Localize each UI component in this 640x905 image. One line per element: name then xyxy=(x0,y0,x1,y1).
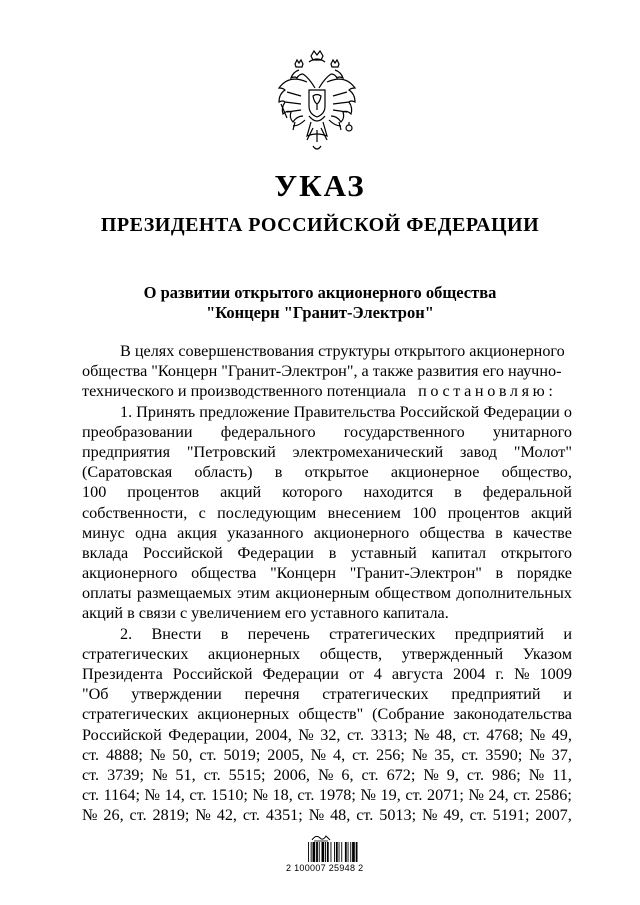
subject-line-2: "Концерн "Гранит-Электрон" xyxy=(206,303,434,322)
paragraph-line: "Об утверждении перечня стратегических предприятий и xyxy=(82,685,572,704)
paragraph-line: ст. 1164; № 14, ст. 1510; № 18, ст. 1978; № 19, ст. 2071; № 24, ст. 2586; xyxy=(82,786,572,805)
paragraph-line: стратегических акционерных обществ" (Собрание законодательства xyxy=(82,705,572,724)
paragraph-line: собственности, с последующим внесением 100 процентов акций xyxy=(82,503,572,522)
decree-body xyxy=(82,341,572,826)
preamble-line xyxy=(82,381,572,401)
decree-subject xyxy=(0,283,640,323)
paragraph-line: преобразовании федерального государственного унитарного xyxy=(82,422,572,441)
paragraph-line: акционерного общества "Концерн "Гранит-Электрон" в порядке xyxy=(82,564,572,583)
registration-mark-icon xyxy=(310,832,332,842)
paragraph-line: № 26, ст. 2819; № 42, ст. 4351; № 48, ст. 5013; № 49, ст. 5191; 2007, xyxy=(82,806,572,825)
paragraph-line: предприятия "Петровский электромеханический завод "Молот" xyxy=(82,442,572,461)
barcode-number: 2 100007 25948 2 xyxy=(286,863,364,873)
paragraph-line: Российской Федерации, 2004, № 32, ст. 3313; № 48, ст. 4768; № 49, xyxy=(82,725,572,744)
paragraph-line: (Саратовская область) в открытое акционерное общество, xyxy=(82,463,572,482)
resolve-word: постановляю: xyxy=(418,382,557,401)
paragraph-line: минус одна акция указанного акционерного общества в качестве xyxy=(82,523,572,542)
paragraph-line: 2. Внести в перечень стратегических предприятий и xyxy=(120,624,572,643)
preamble-text: технического и производственного потенциала xyxy=(82,382,407,401)
paragraph-1 xyxy=(82,402,572,624)
subject-line-1: О развитии открытого акционерного общества xyxy=(143,283,497,302)
paragraph-line: акций в связи с увеличением его уставного капитала. xyxy=(82,604,449,623)
paragraph-line: 100 процентов акций которого находится в федеральной xyxy=(82,483,572,502)
paragraph-line: ст. 4888; № 50, ст. 5019; 2005, № 4, ст. 256; № 35, ст. 3590; № 37, xyxy=(82,745,572,764)
paragraph-line: вклада Российской Федерации в уставный капитал открытого xyxy=(82,543,572,562)
paragraph-line: стратегических акционерных обществ, утвержденный Указом xyxy=(82,644,572,663)
preamble-line: В целях совершенствования структуры открытого акционерного xyxy=(120,342,565,360)
paragraph-line: 1. Принять предложение Правительства Российской Федерации о xyxy=(120,402,572,421)
document-type-heading: УКАЗ xyxy=(274,168,366,203)
paragraph-2 xyxy=(82,624,572,826)
paragraph-line: Президента Российской Федерации от 4 августа 2004 г. № 1009 xyxy=(82,665,572,683)
paragraph-line: ст. 3739; № 51, ст. 5515; 2006, № 6, ст. 672; № 9, ст. 986; № 11, xyxy=(82,765,572,784)
preamble-line: общества "Концерн "Гранит-Электрон", а также развития его научно- xyxy=(82,362,562,381)
barcode-icon xyxy=(308,842,372,864)
paragraph-line: оплаты размещаемых этим акционерным обществом дополнительных xyxy=(82,584,572,603)
state-emblem-icon xyxy=(273,48,361,160)
issuer-heading: ПРЕЗИДЕНТА РОССИЙСКОЙ ФЕДЕРАЦИИ xyxy=(100,214,540,236)
